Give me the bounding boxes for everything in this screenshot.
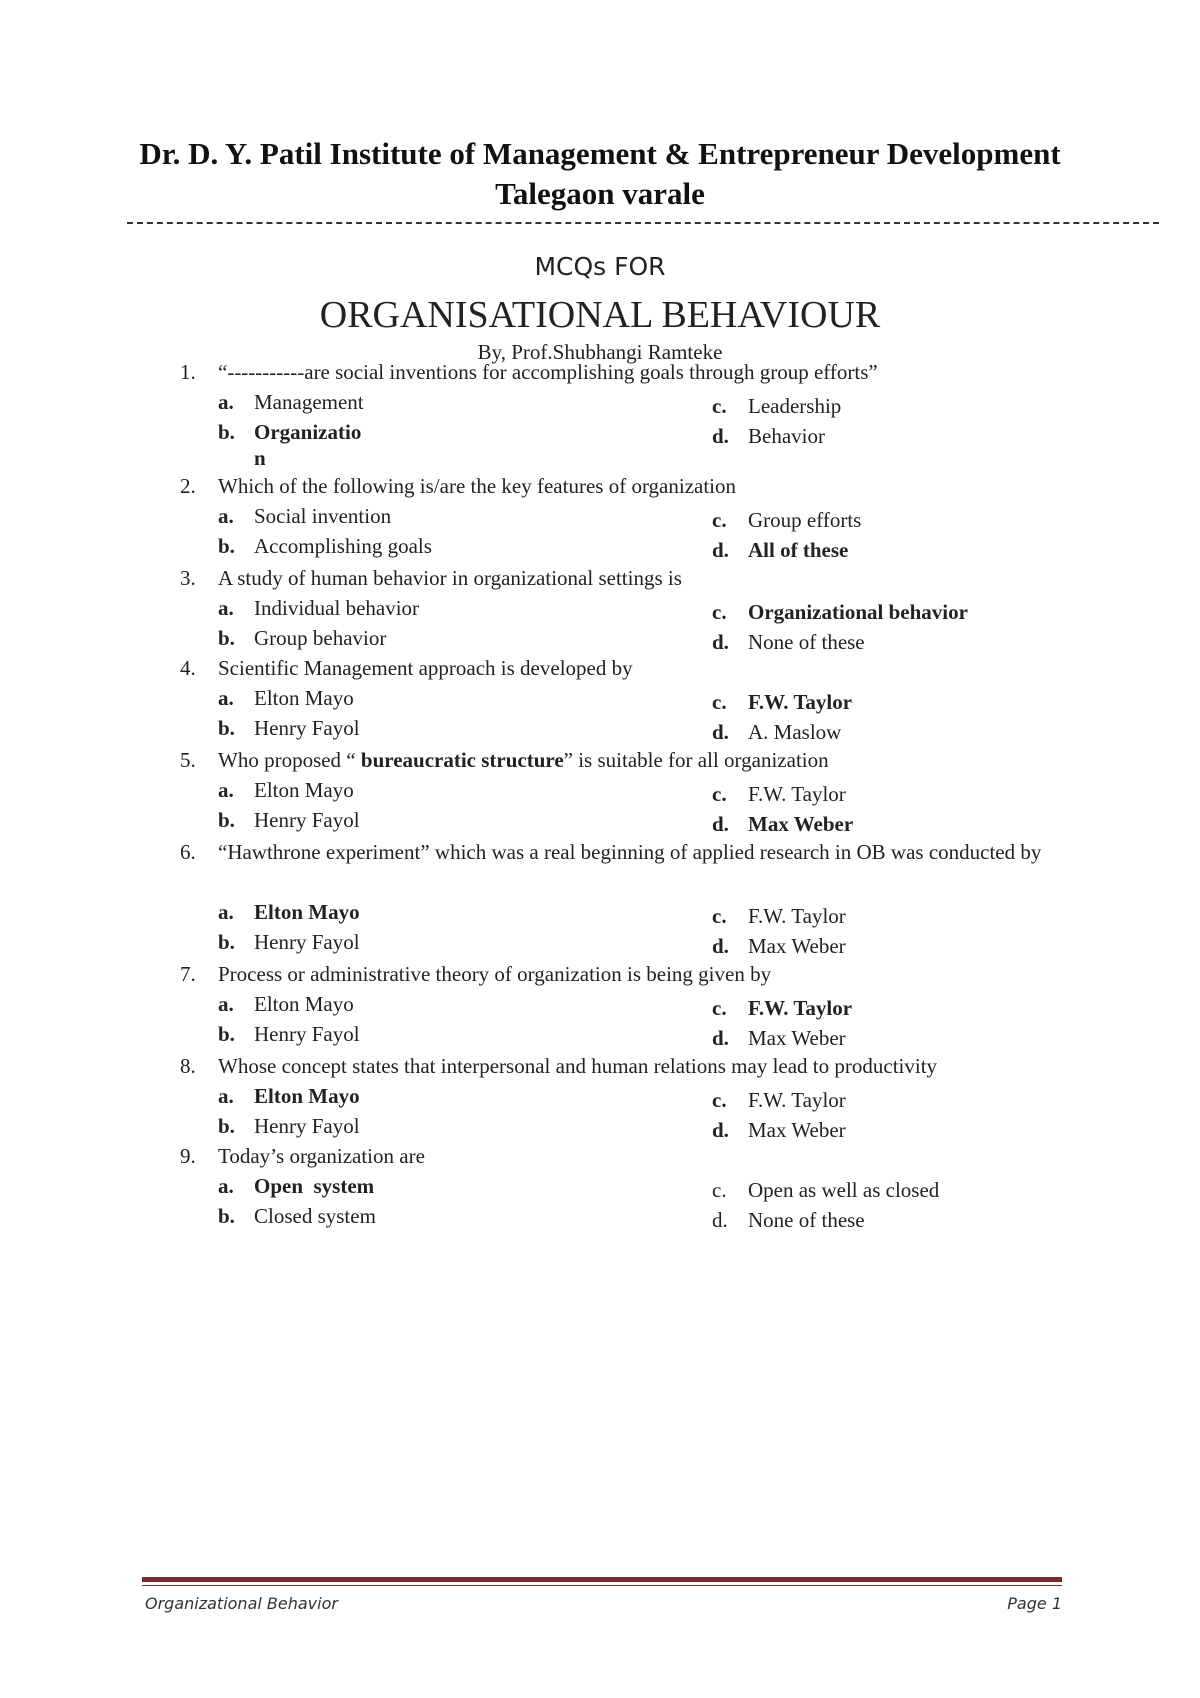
option-text: A. Maslow [748, 720, 842, 744]
option-letter: d. [712, 1118, 729, 1142]
option-text: None of these [748, 630, 865, 654]
option-letter: b. [218, 808, 235, 832]
option-letter: c. [712, 1178, 727, 1202]
option-letter: a. [218, 686, 234, 710]
option-text: Closed system [254, 1204, 376, 1228]
option-text: Accomplishing goals [254, 534, 432, 558]
option-text: Leadership [748, 394, 842, 418]
question-text: Today’s organization are [218, 1144, 425, 1168]
option-letter: d. [712, 934, 729, 958]
option-letter: a. [218, 504, 234, 528]
option-text: Social invention [254, 504, 392, 528]
question-number: 8. [180, 1054, 196, 1078]
option-text: F.W. Taylor [748, 782, 846, 806]
option-letter: b. [218, 626, 235, 650]
option-letter: c. [712, 394, 727, 418]
question-number: 1. [180, 360, 196, 384]
option-letter: a. [218, 596, 234, 620]
question-number: 4. [180, 656, 196, 680]
option-letter: d. [712, 1208, 728, 1232]
option-text: Group behavior [254, 626, 387, 650]
option-text: F.W. Taylor [748, 904, 846, 928]
question-text: Whose concept states that interpersonal and human relations may lead to productivity [218, 1054, 938, 1078]
question-number: 3. [180, 566, 196, 590]
option-letter: c. [712, 996, 727, 1020]
option-text: Open as well as closed [748, 1178, 940, 1202]
option-letter: c. [712, 904, 727, 928]
option-letter: d. [712, 812, 729, 836]
option-letter: b. [218, 1204, 235, 1228]
option-text: F.W. Taylor [748, 1088, 846, 1112]
question-text: “-----------are social inventions for accomplishing goals through group efforts” [218, 360, 878, 384]
mcqs-for-label: MCQs FOR [534, 252, 666, 281]
option-letter: d. [712, 538, 729, 562]
option-letter: b. [218, 1114, 235, 1138]
question-text-bold: bureaucratic structure [360, 748, 564, 772]
option-letter: b. [218, 930, 235, 954]
option-text: Elton Mayo [254, 778, 354, 802]
option-letter: c. [712, 782, 727, 806]
option-text-correct: Open system [254, 1174, 375, 1198]
option-text-correct: Organizatio [254, 420, 362, 444]
option-text: Elton Mayo [254, 992, 354, 1016]
option-letter: d. [712, 630, 729, 654]
question-number: 2. [180, 474, 196, 498]
author-line: By, Prof.Shubhangi Ramteke [477, 340, 723, 364]
question-text-pre: Who proposed “ [218, 748, 361, 772]
option-text: Management [254, 390, 364, 414]
option-text-correct: Organizational behavior [748, 600, 968, 624]
option-letter: a. [218, 778, 234, 802]
option-text: Henry Fayol [254, 808, 360, 832]
question-number: 5. [180, 748, 196, 772]
option-letter: c. [712, 1088, 727, 1112]
option-letter: b. [218, 420, 235, 444]
question-text: “Hawthrone experiment” which was a real beginning of applied research in OB was conducted by [218, 840, 1042, 864]
option-text-correct: Max Weber [748, 812, 854, 836]
question-text-post: ” is suitable for all organization [563, 748, 829, 772]
institute-name: Dr. D. Y. Patil Institute of Management & Entrepreneur Development [139, 136, 1061, 171]
option-text: Henry Fayol [254, 716, 360, 740]
question-number: 9. [180, 1144, 196, 1168]
option-letter: a. [218, 390, 234, 414]
option-letter: d. [712, 720, 729, 744]
subject-title: ORGANISATIONAL BEHAVIOUR [319, 294, 881, 336]
question-text [218, 744, 1078, 776]
option-text: Elton Mayo [254, 686, 354, 710]
option-text-correct: All of these [748, 538, 849, 562]
option-text-correct: Elton Mayo [254, 1084, 360, 1108]
footer-rule-thin [142, 1585, 1062, 1586]
option-text: Max Weber [748, 934, 846, 958]
option-letter: c. [712, 600, 727, 624]
option-text: Behavior [748, 424, 825, 448]
option-letter: a. [218, 1084, 234, 1108]
question-number: 7. [180, 962, 196, 986]
option-text: Max Weber [748, 1026, 846, 1050]
dashed-divider [127, 222, 1159, 224]
option-text: Max Weber [748, 1118, 846, 1142]
option-text-correct: F.W. Taylor [748, 690, 853, 714]
question-text: A study of human behavior in organizational settings is [218, 566, 682, 590]
option-text: Henry Fayol [254, 1114, 360, 1138]
option-letter: c. [712, 508, 727, 532]
option-letter: d. [712, 1026, 729, 1050]
question-number: 6. [180, 840, 196, 864]
option-text: Individual behavior [254, 596, 420, 620]
footer-page-number: Page 1 [1007, 1594, 1062, 1613]
footer-rule-thick [142, 1577, 1062, 1582]
option-letter: a. [218, 1174, 234, 1198]
option-text: Group efforts [748, 508, 862, 532]
question-text: Process or administrative theory of organization is being given by [218, 962, 772, 986]
option-letter: a. [218, 900, 234, 924]
question-text: Scientific Management approach is developed by [218, 656, 633, 680]
option-letter: d. [712, 424, 729, 448]
option-text-correct: Elton Mayo [254, 900, 360, 924]
option-text: Henry Fayol [254, 930, 360, 954]
option-letter: b. [218, 534, 235, 558]
option-letter: b. [218, 716, 235, 740]
option-letter: a. [218, 992, 234, 1016]
option-text-correct: F.W. Taylor [748, 996, 853, 1020]
question-text: Which of the following is/are the key features of organization [218, 474, 737, 498]
option-letter: c. [712, 690, 727, 714]
option-text: Henry Fayol [254, 1022, 360, 1046]
option-letter: b. [218, 1022, 235, 1046]
footer-subject: Organizational Behavior [145, 1594, 338, 1613]
institute-location: Talegaon varale [495, 176, 705, 211]
option-text: None of these [748, 1208, 865, 1232]
option-text-correct-wrap: n [254, 446, 266, 470]
